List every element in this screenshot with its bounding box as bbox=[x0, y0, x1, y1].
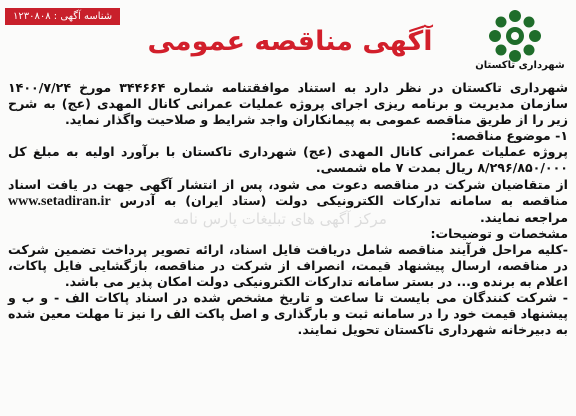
watermark-text: مرکز آگهی های تبلیغات پارس نامه bbox=[173, 210, 387, 228]
notice-body bbox=[8, 80, 568, 339]
specs-heading: مشخصات و توضیحات: bbox=[430, 225, 568, 241]
invite-closing: مراجعه نمایند. bbox=[480, 209, 568, 225]
process-paragraph: -کلیه مراحل فرآیند مناقصه شامل دریافت فایل اسناد، ارائه تصویر پرداخت تضمین شرکت در مناقصه، ارسال پیشنهاد قیمت، انصراف از شرکت در مناقصه، بازگشایی فایل پاکات، اعلام به برنده و... در بستر سامانه تدارکات الکترونیکی دولت امکان پذیر می باشد. bbox=[8, 241, 568, 290]
notice-id-badge: شناسه آگهی : ۱۲۳۰۸۰۸ bbox=[5, 8, 120, 25]
municipality-logo bbox=[484, 8, 546, 64]
setadiran-link[interactable]: www.setadiran.ir bbox=[8, 193, 111, 209]
logo-caption: شهرداری تاکستان bbox=[475, 60, 565, 71]
subject-paragraph: پروژه عملیات عمرانی کانال المهدی (عج) شهرداری تاکستان با برآورد اولیه به مبلغ کل ۸/۲۹۶/۸۵۰/۰۰۰ ریال بمدت ۷ ماه شمسی. bbox=[8, 144, 568, 176]
notice-title: آگهی مناقصه عمومی bbox=[147, 26, 433, 57]
invite-paragraph bbox=[8, 177, 568, 226]
invite-text: از متقاضیان شرکت در مناقصه دعوت می شود، پس از انتشار آگهی جهت در یافت اسناد مناقصه به سامانه تدارکات الکترونیکی دولت (ستاد ایران) به آدرس bbox=[8, 176, 568, 208]
intro-paragraph: شهرداری تاکستان در نظر دارد به استناد موافقتنامه شماره ۳۴۴۶۶۴ مورخ ۱۴۰۰/۷/۲۴ سازمان مدیریت و برنامه ریزی اجرای پروژه عملیات عمرانی کانال المهدی (عج) به شرح زیر را از طریق مناقصه عمومی به پیمانکاران واجد شرایط و صلاحیت واگذار نماید. bbox=[8, 80, 568, 128]
submission-paragraph: - شرکت کنندگان می بایست تا ساعت و تاریخ مشخص شده در اسناد پاکات الف - و ب و پیشنهاد قیمت خود را در سامانه ثبت و بارگذاری و اصل پاکت الف را نیز تا مهلت معین شده به دبیرخانه شهرداری تاکستان تحویل نمایند. bbox=[8, 290, 568, 338]
subject-heading: ۱- موضوع مناقصه: bbox=[450, 128, 568, 144]
